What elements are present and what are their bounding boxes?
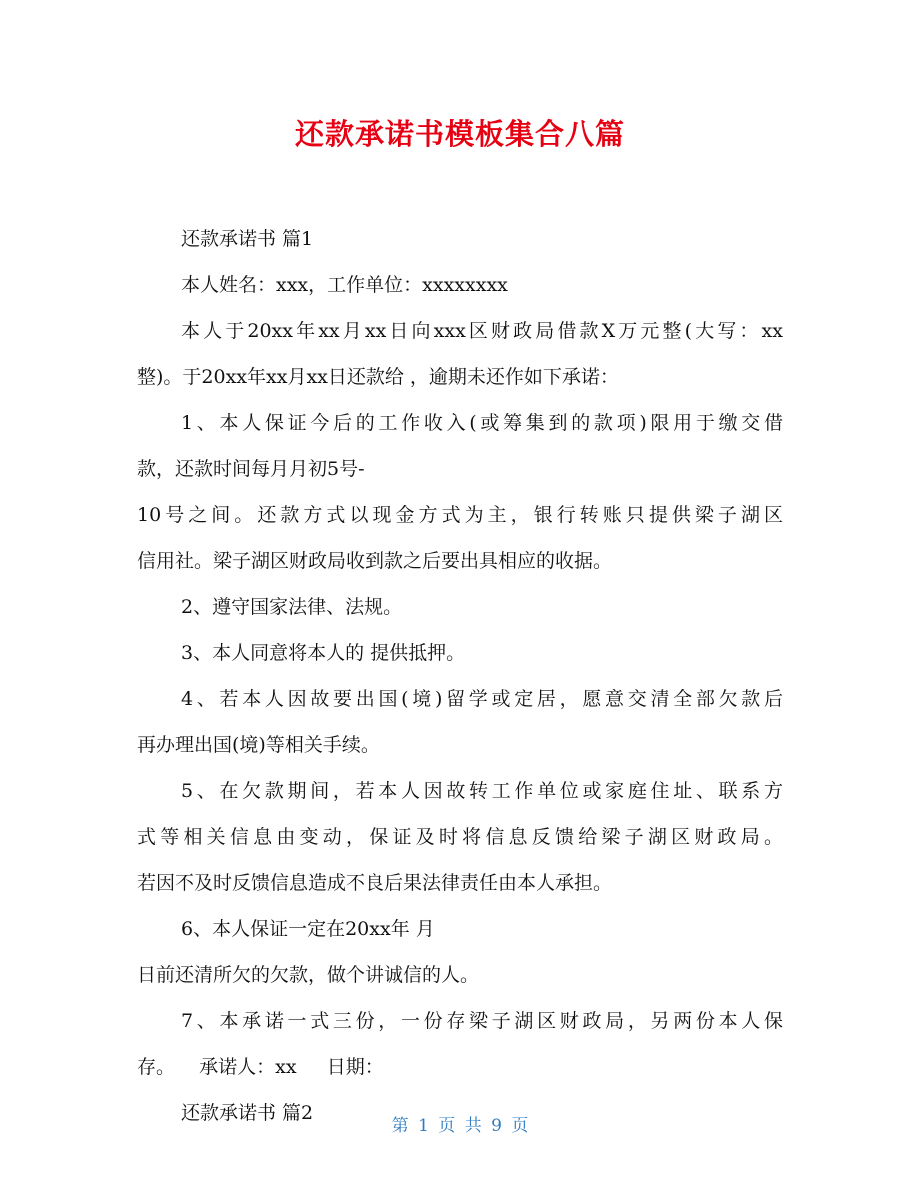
- document-title: 还款承诺书模板集合八篇: [294, 117, 625, 151]
- document-body: [137, 216, 783, 1136]
- paragraph-line: 7、本承诺一式三份，一份存梁子湖区财政局，另两份本人保: [181, 1010, 783, 1032]
- paragraph-line: 4、若本人因故要出国(境)留学或定居，愿意交清全部欠款后: [181, 688, 783, 710]
- paragraph-line: 日前还清所欠的欠款，做个讲诚信的人。: [137, 964, 480, 986]
- page-number: 第 1 页 共 9 页: [391, 1116, 529, 1136]
- section-heading: 还款承诺书 篇2: [181, 1102, 314, 1124]
- paragraph-line: 3、本人同意将本人的 提供抵押。: [181, 642, 466, 664]
- paragraph-line: 存。 承诺人：xx 日期：: [137, 1056, 384, 1078]
- paragraph-line: 款，还款时间每月月初5号-: [137, 458, 365, 480]
- paragraph-line: 再办理出国(境)等相关手续。: [137, 734, 380, 756]
- paragraph-line: 2、遵守国家法律、法规。: [181, 596, 403, 618]
- paragraph-line: 10号之间。还款方式以现金方式为主，银行转账只提供梁子湖区: [137, 504, 783, 526]
- paragraph-line: 信用社。梁子湖区财政局收到款之后要出具相应的收据。: [137, 550, 613, 572]
- paragraph-line: 1、本人保证今后的工作收入(或筹集到的款项)限用于缴交借: [181, 412, 783, 434]
- paragraph-line: 式等相关信息由变动，保证及时将信息反馈给梁子湖区财政局。: [137, 826, 783, 848]
- paragraph-line: 本人于20xx年xx月xx日向xxx区财政局借款X万元整(大写：xx: [181, 320, 783, 342]
- section-heading: 还款承诺书 篇1: [181, 228, 314, 250]
- paragraph-line: 本人姓名：xxx，工作单位：xxxxxxxx: [181, 274, 508, 296]
- paragraph-line: 若因不及时反馈信息造成不良后果法律责任由本人承担。: [137, 872, 613, 894]
- paragraph-line: 5、在欠款期间，若本人因故转工作单位或家庭住址、联系方: [181, 780, 783, 802]
- paragraph-line: 整)。于20xx年xx月xx日还款给 ，逾期未还作如下承诺：: [137, 366, 619, 388]
- paragraph-line: 6、本人保证一定在20xx年 月: [181, 918, 435, 940]
